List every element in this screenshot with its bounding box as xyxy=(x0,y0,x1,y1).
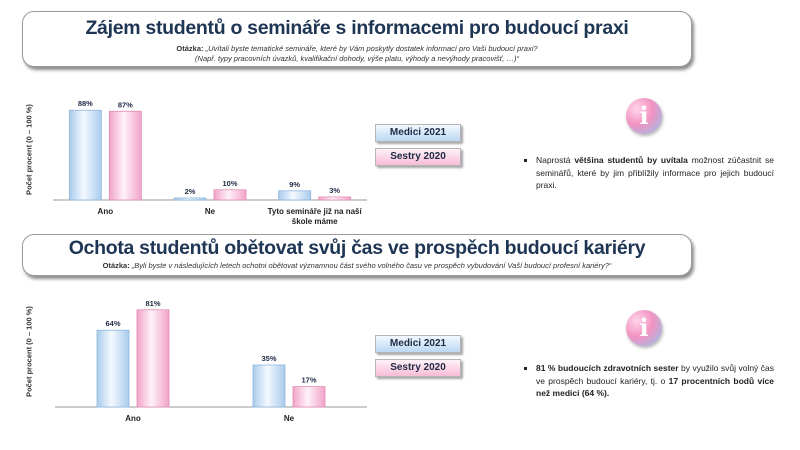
chart2-bar-medici-0 xyxy=(97,330,129,407)
chart2-category-label: Ne xyxy=(283,414,295,423)
chart2-category-label: Ano xyxy=(125,414,141,423)
chart2-value-label: 17% xyxy=(301,375,317,385)
section1-question xyxy=(23,44,691,64)
section2-title: Ochota studentů obětovat svůj čas ve prospěch budoucí kariéry xyxy=(68,237,646,259)
section2-question-label: Otázka: xyxy=(102,261,130,270)
chart1-category-label: Ne xyxy=(204,207,216,216)
chart1-value-label: 10% xyxy=(222,178,238,188)
chart1-ylabel: Počet procent (0 – 100 %) xyxy=(24,104,34,195)
chart1-value-label: 9% xyxy=(289,179,301,189)
section2-note-bold1: 81 % budoucích zdravotních sester xyxy=(536,363,679,373)
chart1-category-label: škole máme xyxy=(291,217,338,225)
info-icon: i xyxy=(626,310,662,346)
section1-title: Zájem studentů o semináře s informacemi pro budoucí praxi xyxy=(85,17,629,39)
section1-note xyxy=(522,154,774,192)
chart1-bar-medici-0 xyxy=(69,110,101,200)
chart1-category-label: Tyto semináře již na naší xyxy=(267,207,362,216)
section2-title-box xyxy=(22,234,692,276)
section1-title-box xyxy=(22,11,692,67)
chart1-value-label: 2% xyxy=(184,186,196,196)
chart1-value-label: 3% xyxy=(329,185,341,195)
section1-note-item: ▪ Naprostá většina studentů by uvítala možnost zúčastnit se seminářů, které by jim přiblížily informace pro jejich budoucí praxi. xyxy=(536,154,774,192)
chart1-bar-sestry-1 xyxy=(214,190,246,200)
chart2-legend-medici: Medici 2021 xyxy=(375,335,461,353)
section2-note-bold2: 17 procentních bodů více než medici (64 %). xyxy=(536,375,775,398)
chart2-bar-sestry-0 xyxy=(137,310,169,407)
section2-note-item: ▪ 81 % budoucích zdravotních sester by využilo svůj volný čas ve prospěch budoucí kariéry, tj. o 17 procentních bodů více než medici (64 %). xyxy=(536,362,774,400)
chart1-bar-medici-1 xyxy=(174,198,206,200)
chart2-ylabel: Počet procent (0 – 100 %) xyxy=(24,306,34,397)
chart1-category-label: Ano xyxy=(97,207,114,216)
chart1 xyxy=(45,85,385,225)
chart2 xyxy=(45,287,385,427)
chart1-value-label: 87% xyxy=(117,100,133,110)
chart2-value-label: 35% xyxy=(261,354,277,363)
chart2-value-label: 81% xyxy=(145,298,161,308)
chart1-legend-medici: Medici 2021 xyxy=(375,124,461,142)
section2-question xyxy=(23,261,691,271)
chart1-bar-sestry-2 xyxy=(319,197,351,200)
chart2-value-label: 64% xyxy=(105,319,121,329)
section1-question-line2: (Např. typy pracovních úvazků, kvalifikační dohody, výše platu, výhody a nevýhody pracovišť, …)“ xyxy=(195,54,519,63)
section1-question-line1: „Uvítali byste tematické semináře, které by Vám poskytly dostatek informací pro Vaši budoucí praxi? xyxy=(205,44,538,53)
chart1-bar-sestry-0 xyxy=(109,111,141,200)
info-icon: i xyxy=(626,98,662,134)
section2-note xyxy=(522,362,774,400)
section1-note-bold: většina studentů by uvítala xyxy=(574,155,688,165)
chart2-legend-sestry: Sestry 2020 xyxy=(375,359,461,377)
section1-question-label: Otázka: xyxy=(176,44,204,53)
chart2-bar-medici-1 xyxy=(253,365,285,407)
chart1-bar-medici-2 xyxy=(279,191,311,200)
chart1-value-label: 88% xyxy=(77,99,93,109)
section2-question-text: „Byli byste v následujících letech ochotni obětovat významnou část svého volného času ve prospěch vybudování Vaší budoucí profesní kariéry?“ xyxy=(131,261,612,270)
chart2-bar-sestry-1 xyxy=(293,387,325,407)
chart1-legend-sestry: Sestry 2020 xyxy=(375,148,461,166)
